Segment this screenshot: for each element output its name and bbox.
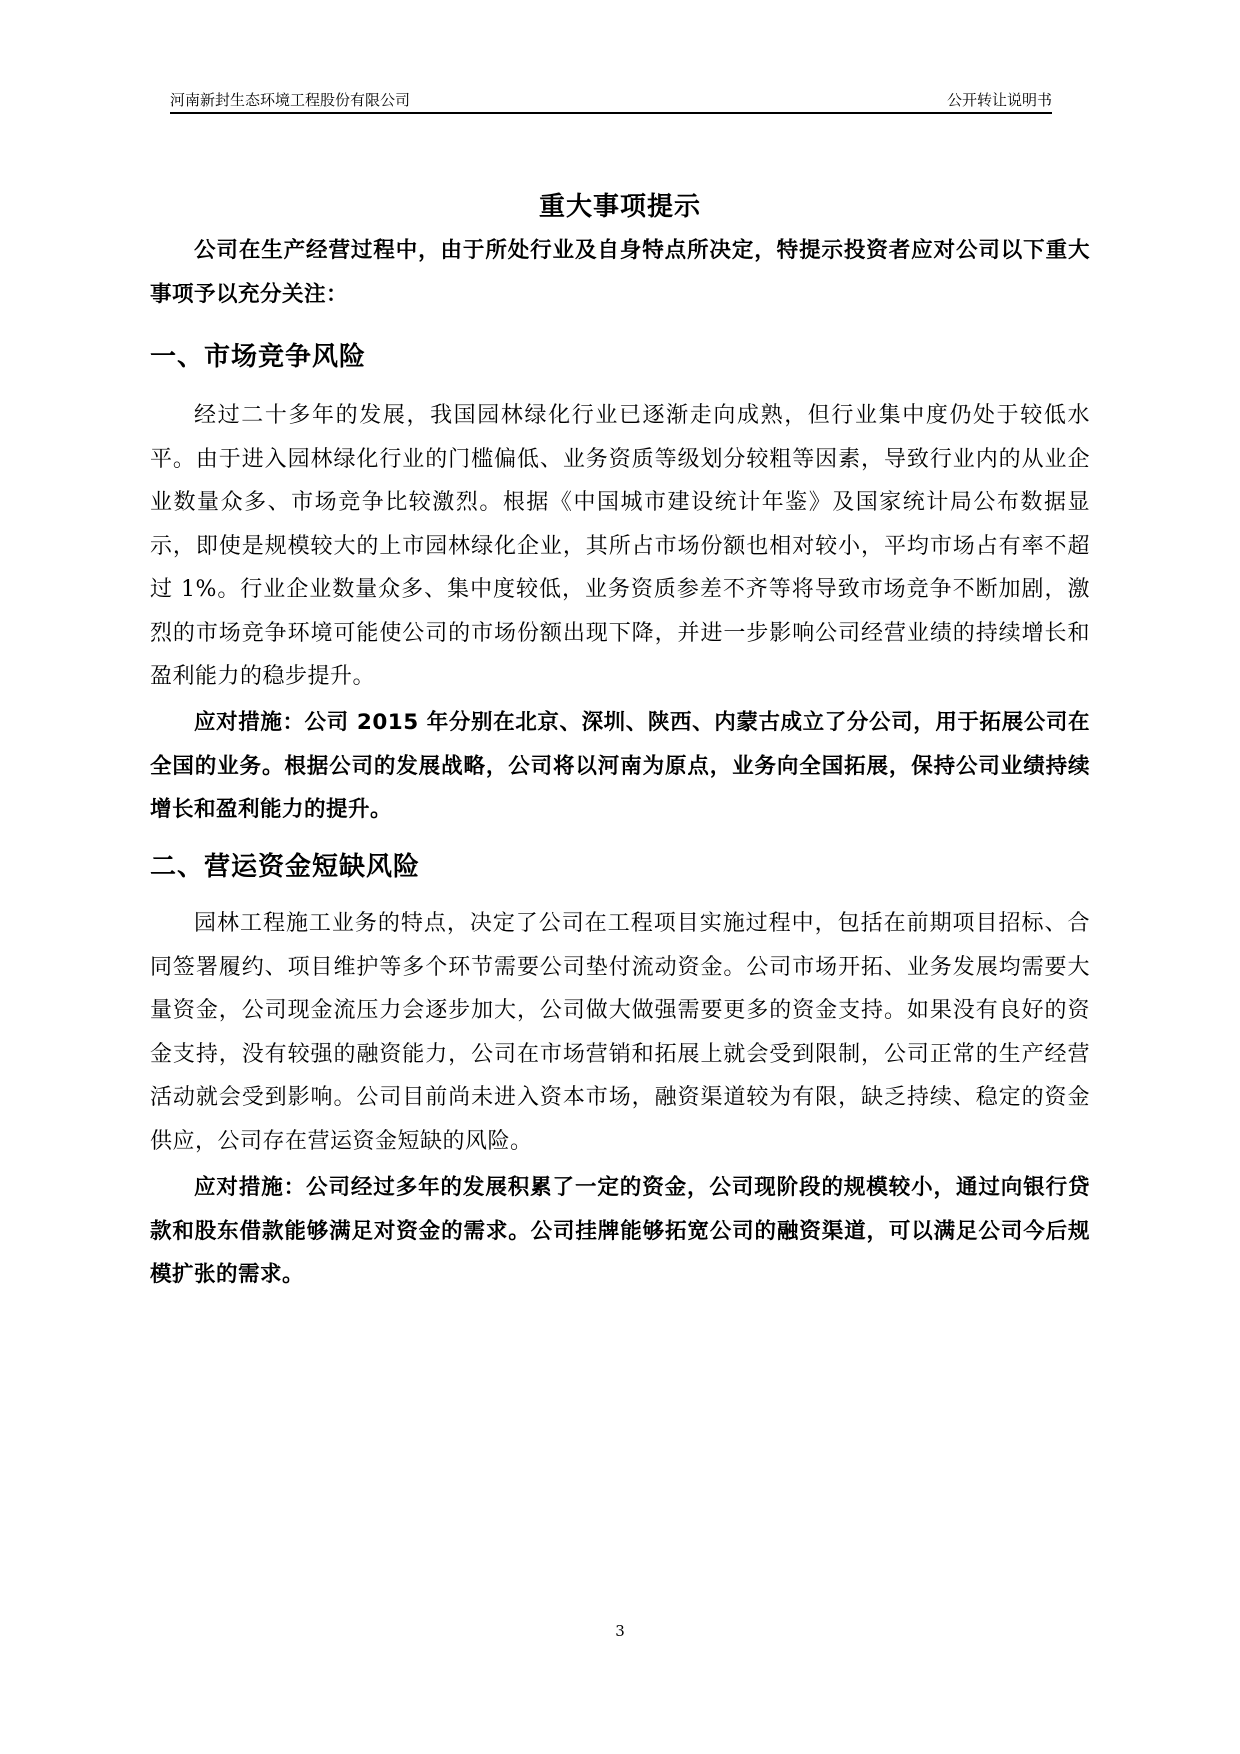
intro-paragraph: 公司在生产经营过程中，由于所处行业及自身特点所决定，特提示投资者应对公司以下重大事项予以充分关注： xyxy=(150,238,1090,307)
section-heading-market-competition: 一、市场竞争风险 xyxy=(150,342,367,372)
section-measures-working-capital: 应对措施：公司经过多年的发展积累了一定的资金，公司现阶段的规模较小，通过向银行贷款和股东借款能够满足对资金的需求。公司挂牌能够拓宽公司的融资渠道，可以满足公司今后规模扩张的需求。 xyxy=(150,1175,1090,1287)
section-measures-market-competition: 应对措施：公司 2015 年分别在北京、深圳、陕西、内蒙古成立了分公司，用于拓展公司在全国的业务。根据公司的发展战略，公司将以河南为原点，业务向全国拓展，保持公司业绩持续增长和盈利能力的提升。 xyxy=(150,710,1090,822)
page-number: 3 xyxy=(615,1622,625,1640)
section-body-working-capital: 园林工程施工业务的特点，决定了公司在工程项目实施过程中，包括在前期项目招标、合同签署履约、项目维护等多个环节需要公司垫付流动资金。公司市场开拓、业务发展均需要大量资金，公司现金流压力会逐步加大，公司做大做强需要更多的资金支持。如果没有良好的资金支持，没有较强的融资能力，公司在市场营销和拓展上就会受到限制，公司正常的生产经营活动就会受到影响。公司目前尚未进入资本市场，融资渠道较为有限，缺乏持续、稳定的资金供应，公司存在营运资金短缺的风险。 xyxy=(150,911,1090,1154)
page-header xyxy=(170,84,1052,114)
header-company-name: 河南新封生态环境工程股份有限公司 xyxy=(170,91,411,109)
section-heading-working-capital: 二、营运资金短缺风险 xyxy=(150,852,421,882)
page-title: 重大事项提示 xyxy=(538,192,701,222)
header-document-type: 公开转让说明书 xyxy=(946,91,1052,109)
section-body-market-competition: 经过二十多年的发展，我国园林绿化行业已逐渐走向成熟，但行业集中度仍处于较低水平。由于进入园林绿化行业的门槛偏低、业务资质等级划分较粗等因素，导致行业内的从业企业数量众多、市场竞争比较激烈。根据《中国城市建设统计年鉴》及国家统计局公布数据显示，即使是规模较大的上市园林绿化企业，其所占市场份额也相对较小，平均市场占有率不超过 1%。行业企业数量众多、集中度较低，业务资质参差不齐等将导致市场竞争不断加剧，激烈的市场竞争环境可能使公司的市场份额出现下降，并进一步影响公司经营业绩的持续增长和盈利能力的稳步提升。 xyxy=(150,403,1090,689)
